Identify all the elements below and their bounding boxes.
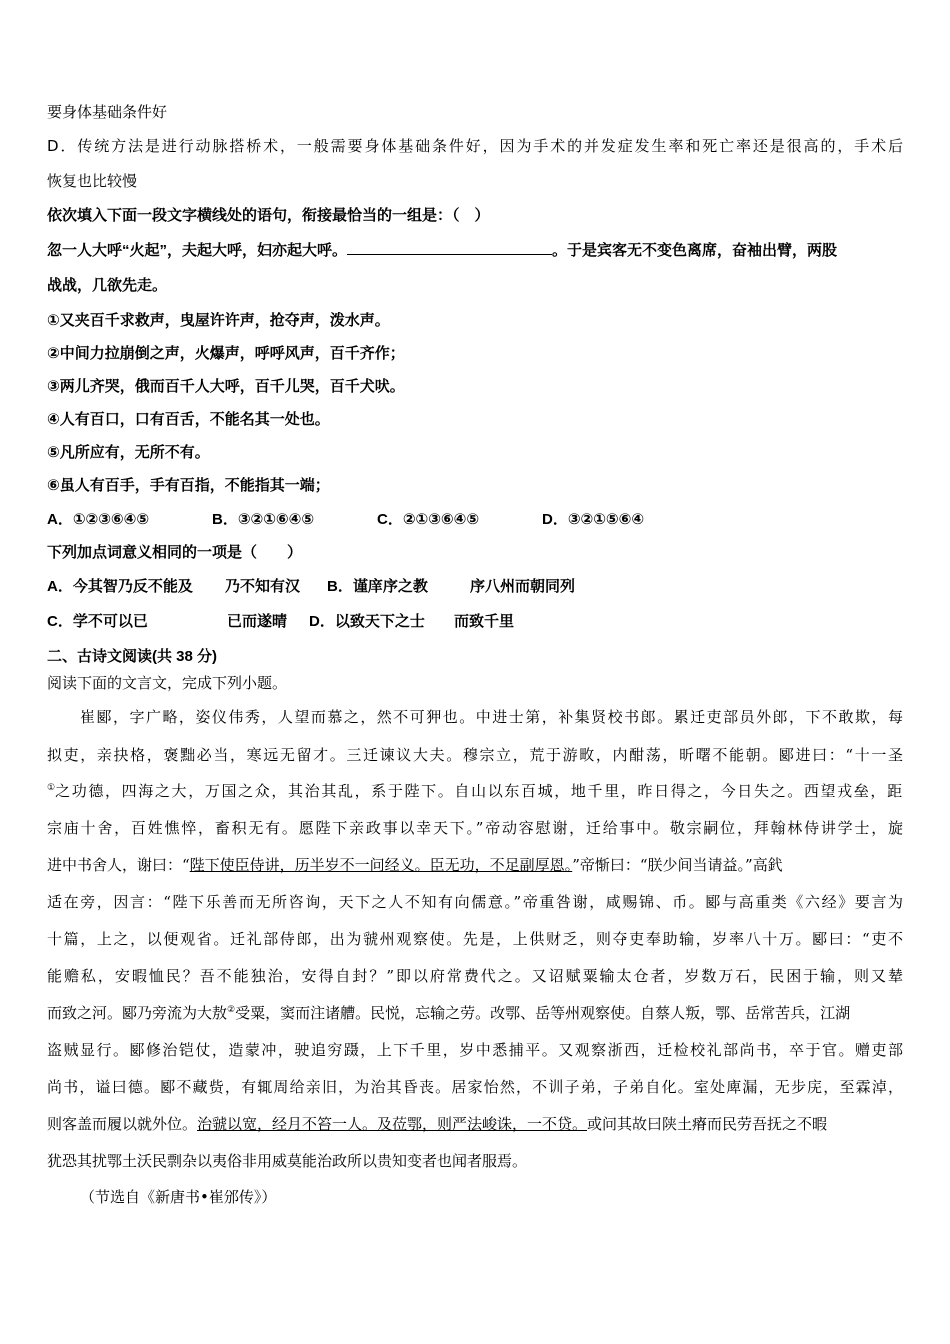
prev-option-d-line2: 恢复也比较慢 bbox=[47, 172, 138, 190]
fill-option-a: A．①②③⑥④⑤ bbox=[47, 511, 150, 528]
fill-item-5: ⑤凡所应有，无所不有。 bbox=[47, 444, 210, 461]
words-question-stem: 下列加点词意义相同的一项是（ ） bbox=[47, 544, 303, 561]
prev-option-c-tail: 要身体基础条件好 bbox=[47, 103, 168, 121]
fill-item-6: ⑥虽人有百手，手有百指，不能指其一端； bbox=[47, 477, 330, 494]
fill-option-d: D．③②①⑤⑥④ bbox=[542, 511, 645, 528]
fill-question-passage-line2: 战战，几欲先走。 bbox=[47, 277, 168, 294]
fill-question-passage-line1 bbox=[47, 240, 903, 261]
passage-line-9-b: 受粟，窦而注诸艚。民悦，忘输之劳。改鄂、岳等州观察使。自蔡人叛，鄂、岳常苦兵，江湖 bbox=[235, 1004, 851, 1022]
words-option-d-1: D．以致天下之士 bbox=[309, 613, 425, 630]
passage-after-blank: 。于是宾客无不变色离席，奋袖出臂，两股 bbox=[552, 242, 838, 259]
words-options-row1 bbox=[47, 577, 903, 597]
passage-line-9 bbox=[47, 1003, 903, 1023]
underlined-sentence-1: 陛下使臣侍讲，历半岁不一问经义。臣无功，不足副厚恩。 bbox=[189, 856, 573, 874]
words-option-b-1: B．谨庠序之教 bbox=[327, 578, 428, 595]
passage-line-8: 能赡私，安暇恤民？吾不能独治，安得自封？”即以府常费代之。又诏赋粟输太仓者，岁数万石，民困于输，则又辇 bbox=[47, 967, 903, 985]
section-title: 二、古诗文阅读(共 38 分) bbox=[47, 648, 218, 665]
passage-line-5-a: 进中书舍人，谢曰：“ bbox=[47, 856, 190, 874]
prev-option-d-line1: D．传统方法是进行动脉搭桥术，一般需要身体基础条件好，因为手术的并发症发生率和死亡率还是很高的，手术后 bbox=[47, 137, 903, 155]
fill-options-row bbox=[47, 510, 903, 530]
fill-option-b: B．③②①⑥④⑤ bbox=[212, 511, 315, 528]
passage-line-3: ①之功德，四海之大，万国之众，其治其乱，系于陛下。自山以东百城，地千里，昨日得之，今日失之。西望戎垒，距 bbox=[47, 782, 903, 800]
passage-line-5 bbox=[47, 855, 903, 875]
passage-line-12 bbox=[47, 1114, 903, 1134]
note-marker-2: ② bbox=[227, 1005, 236, 1015]
passage-line-12-b: 或问其故曰陕土瘠而民劳吾抚之不暇 bbox=[587, 1115, 828, 1133]
passage-line-5-b: ”帝惭曰：“朕少间当请益。”高釴 bbox=[572, 856, 783, 874]
section-intro: 阅读下面的文言文，完成下列小题。 bbox=[47, 674, 288, 692]
words-option-c-2: 已而遂晴 bbox=[227, 613, 288, 630]
passage-before-blank: 忽一人大呼“火起”，夫起大呼，妇亦起大呼。 bbox=[47, 242, 348, 259]
fill-question-stem: 依次填入下面一段文字横线处的语句，衔接最恰当的一组是：（ ） bbox=[47, 207, 490, 224]
passage-line-4: 宗庙十舍，百姓憔悴，畜积无有。愿陛下亲政事以幸天下。”帝动容慰谢，迁给事中。敬宗嗣位，拜翰林侍讲学士，旋 bbox=[47, 819, 903, 837]
note-marker-1: ① bbox=[47, 783, 56, 793]
passage-line-13: 犹恐其扰鄂土沃民剽杂以夷俗非用威莫能治政所以贵知变者也闻者服焉。 bbox=[47, 1152, 528, 1170]
passage-source: （节选自《新唐书•崔邠传》） bbox=[80, 1188, 277, 1206]
fill-item-1: ①又夹百千求救声，曳屋许许声，抢夺声，泼水声。 bbox=[47, 312, 390, 329]
words-option-d-2: 而致千里 bbox=[454, 613, 515, 630]
passage-line-9-a: 而致之河。郾乃旁流为大敖 bbox=[47, 1004, 228, 1022]
words-option-a-2: 乃不知有汉 bbox=[225, 578, 301, 595]
passage-line-10: 盗贼显行。郾修治铠仗，造蒙冲，驶追穷蹑，上下千里，岁中悉捕平。又观察浙西，迁检校礼部尚书，卒于官。赠吏部 bbox=[47, 1041, 903, 1059]
fill-item-2: ②中间力拉崩倒之声，火爆声，呼呼风声，百千齐作； bbox=[47, 345, 405, 362]
answer-blank bbox=[347, 240, 552, 255]
passage-line-7: 十篇，上之，以便观省。迁礼部侍郎，出为虢州观察使。先是，上供财乏，则夺吏奉助输，岁率八十万。郾曰：“吏不 bbox=[47, 930, 903, 948]
words-option-a-1: A．今其智乃反不能及 bbox=[47, 578, 193, 595]
words-option-b-2: 序八州而朝同列 bbox=[470, 578, 576, 595]
passage-line-1: 崔郾，字广略，姿仪伟秀，人望而慕之，然不可狎也。中进士第，补集贤校书郎。累迁吏部员外郎，下不敢欺，每 bbox=[80, 708, 903, 726]
passage-line-11: 尚书，谥曰德。郾不藏赀，有辄周给亲旧，为治其昏丧。居家怡然，不训子弟，子弟自化。室处庳漏，无步庑，至霖淖， bbox=[47, 1078, 903, 1096]
words-option-c-1: C．学不可以已 bbox=[47, 613, 148, 630]
passage-line-6: 适在旁，因言：“陛下乐善而无所咨询，天下之人不知有向儒意。”帝重咎谢，咸赐锦、币。郾与高重类《六经》要言为 bbox=[47, 893, 903, 911]
fill-item-4: ④人有百口，口有百舌，不能名其一处也。 bbox=[47, 411, 330, 428]
fill-item-3: ③两儿齐哭，俄而百千人大呼，百千儿哭，百千犬吠。 bbox=[47, 378, 405, 395]
passage-line-12-a: 则客盖而履以就外位。 bbox=[47, 1115, 198, 1133]
fill-option-c: C．②①③⑥④⑤ bbox=[377, 511, 480, 528]
words-options-row2 bbox=[47, 612, 903, 632]
passage-line-2: 拟吏，亲抉格，褒黜必当，寒远无留才。三迁谏议大夫。穆宗立，荒于游畋，内酣荡，昕曙不能朝。郾进曰：“十一圣 bbox=[47, 746, 903, 764]
underlined-sentence-2: 治虢以宽，经月不笞一人。及莅鄂，则严法峻诛，一不贷。 bbox=[197, 1115, 588, 1133]
